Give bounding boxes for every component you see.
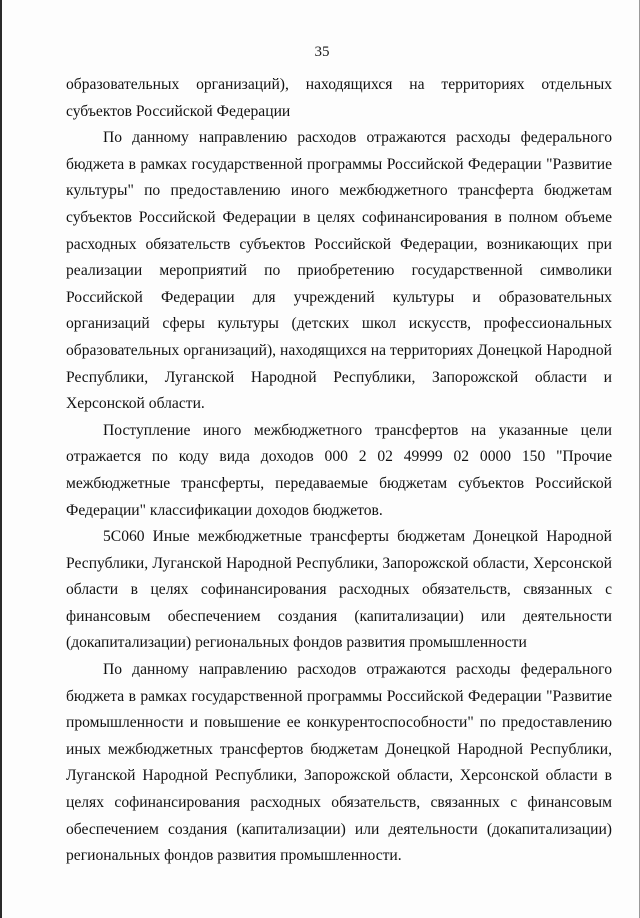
paragraph-continuation: образовательных организаций), находящихся на территориях отдельных субъектов Российской Федерации	[66, 76, 612, 120]
paragraph-culture-symbolics: По данному направлению расходов отражаются расходы федерального бюджета в рамках государственной программы Российской Федерации "Развитие культуры" по предоставлению иного межбюджетного трансферта бюджетам субъектов Российской Федерации в целях софинансирования в полном объеме расходных обязательств субъектов Российской Федерации, возникающих при реализации мероприятий по приобретению государственной символики Российской Федерации для учреждений культуры и образовательных организаций сферы культуры (детских школ искусств, профессиональных образовательных организаций), находящихся на территориях Донецкой Народной Республики, Луганской Народной Республики, Запорожской области и Херсонской области.	[66, 129, 612, 413]
paragraph-5c060-heading: 5C060 Иные межбюджетные трансферты бюджетам Донецкой Народной Республики, Луганской Народной Республики, Запорожской области, Херсонской области в целях софинансирования расходных обязательств, связанных с финансовым обеспечением создания (капитализации) или деятельности (докапитализации) региональных фондов развития промышленности	[66, 528, 612, 652]
document-body	[66, 72, 612, 870]
page-number: 35	[314, 44, 330, 60]
paragraph-industry-development: По данному направлению расходов отражаются расходы федерального бюджета в рамках государственной программы Российской Федерации "Развитие промышленности и повышение ее конкурентоспособности" по предоставлению иных межбюджетных трансфертов бюджетам Донецкой Народной Республики, Луганской Народной Республики, Запорожской области, Херсонской области в целях софинансирования расходных обязательств, связанных с финансовым обеспечением создания (капитализации) или деятельности (докапитализации) региональных фондов развития промышленности.	[66, 661, 612, 865]
paragraph-income-code: Поступление иного межбюджетного трансфертов на указанные цели отражается по коду вида доходов 000 2 02 49999 02 0000 150 "Прочие межбюджетные трансферты, передаваемые бюджетам субъектов Российской Федерации" классификации доходов бюджетов.	[66, 421, 612, 519]
